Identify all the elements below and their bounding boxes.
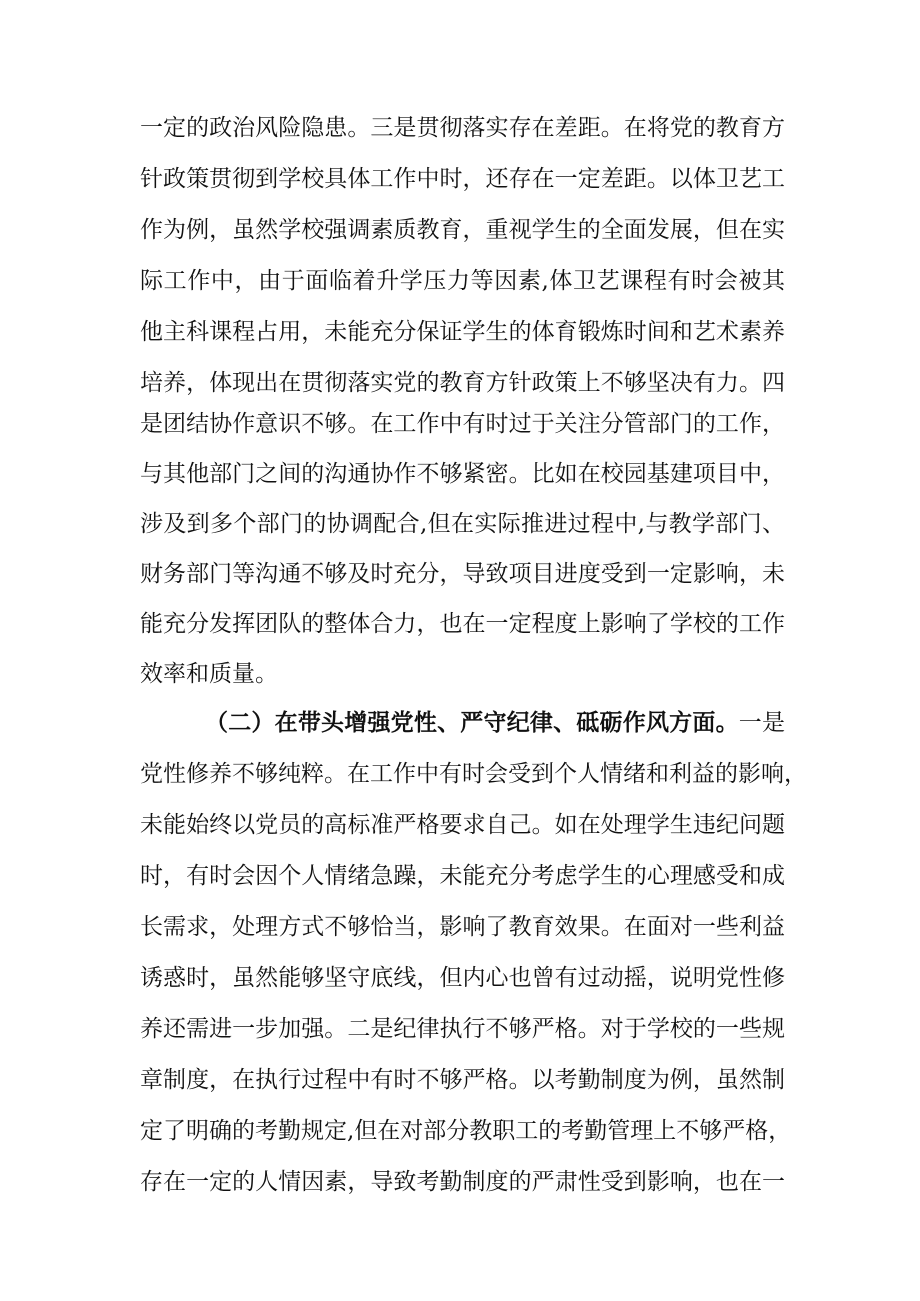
paragraph-line: 长需求，处理方式不够恰当，影响了教育效果。在面对一些利益 [140, 914, 785, 940]
paragraph-line: 养还需进一步加强。二是纪律执行不够严格。对于学校的一些规 [140, 1016, 785, 1042]
paragraph-line: 针政策贯彻到学校具体工作中时，还存在一定差距。以体卫艺工 [140, 166, 785, 192]
paragraph-line: 涉及到多个部门的协调配合,但在实际推进过程中,与教学部门、 [140, 511, 785, 537]
paragraph-line: 章制度，在执行过程中有时不够严格。以考勤制度为例，虽然制 [140, 1067, 785, 1093]
paragraph-line: 定了明确的考勤规定,但在对部分教职工的考勤管理上不够严格， [140, 1118, 792, 1144]
section-heading-tail: 一是 [738, 710, 786, 736]
paragraph-line: 与其他部门之间的沟通协作不够紧密。比如在校园基建项目中， [140, 461, 785, 487]
paragraph-line: 是团结协作意识不够。在工作中有时过于关注分管部门的工作， [140, 411, 785, 437]
paragraph-line: 财务部门等沟通不够及时充分，导致项目进度受到一定影响，未 [140, 561, 785, 587]
paragraph-line: 际工作中，由于面临着升学压力等因素,体卫艺课程有时会被其 [140, 268, 785, 294]
paragraph-line: 存在一定的人情因素，导致考勤制度的严肃性受到影响，也在一 [140, 1169, 785, 1195]
paragraph-line: 未能始终以党员的高标准严格要求自己。如在处理学生违纪问题 [140, 812, 785, 838]
paragraph-line: 一定的政治风险隐患。三是贯彻落实存在差距。在将党的教育方 [140, 115, 785, 141]
paragraph-line: 时，有时会因个人情绪急躁，未能充分考虑学生的心理感受和成 [140, 863, 785, 889]
paragraph-line: 能充分发挥团队的整体合力，也在一定程度上影响了学校的工作 [140, 611, 785, 637]
section-heading-line [205, 703, 785, 743]
paragraph-line: 党性修养不够纯粹。在工作中有时会受到个人情绪和利益的影响， [140, 761, 807, 787]
paragraph-line: 作为例，虽然学校强调素质教育，重视学生的全面发展，但在实 [140, 217, 785, 243]
paragraph-line: 他主科课程占用，未能充分保证学生的体育锻炼时间和艺术素养 [140, 319, 785, 345]
paragraph-line: 培养，体现出在贯彻落实党的教育方针政策上不够坚决有力。四 [140, 370, 785, 396]
paragraph-line: 诱惑时，虽然能够坚守底线，但内心也曾有过动摇，说明党性修 [140, 965, 785, 991]
paragraph-line: 效率和质量。 [140, 661, 278, 687]
section-heading: （二）在带头增强党性、严守纪律、砥砺作风方面。 [205, 709, 739, 736]
